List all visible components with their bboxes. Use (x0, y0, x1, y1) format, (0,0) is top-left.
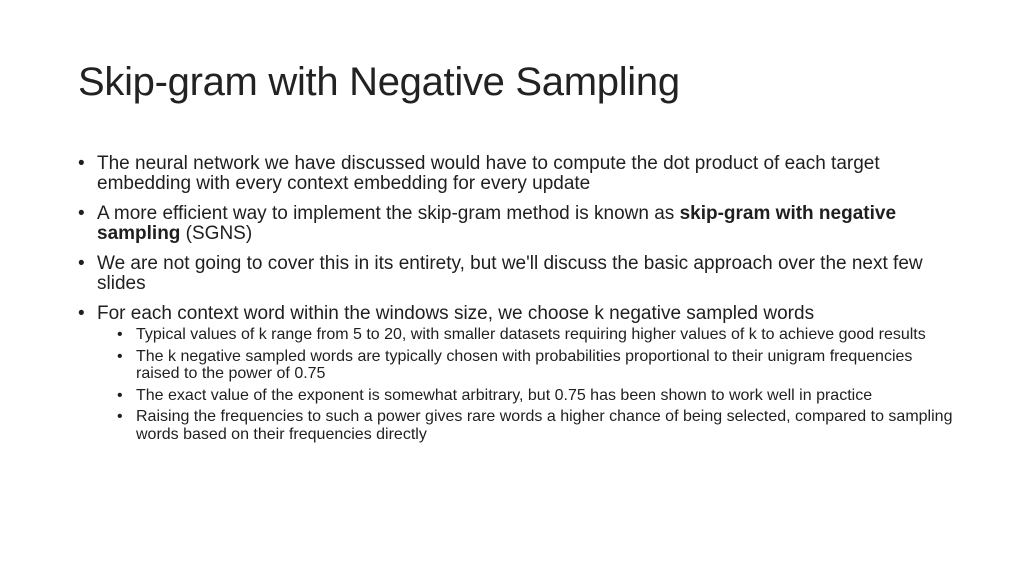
bullet-marker: • (117, 347, 123, 365)
sub-bullet-list (97, 326, 958, 443)
bullet-list (78, 154, 958, 443)
sub-bullet-text: Raising the frequencies to such a power gives rare words a higher chance of being selected, compared to sampling words based on their frequencies directly (136, 408, 953, 443)
bullet-item (78, 304, 958, 443)
bullet-marker: • (78, 303, 85, 324)
bullet-marker: • (78, 253, 85, 274)
bullet-text (97, 203, 896, 244)
sub-bullet-item (117, 326, 958, 344)
sub-bullet-text: Typical values of k range from 5 to 20, with smaller datasets requiring higher values of k to achieve good results (136, 326, 926, 343)
slide-body (78, 154, 958, 453)
bullet-text: We are not going to cover this in its entirety, but we'll discuss the basic approach over the next few slides (97, 253, 923, 294)
sub-bullet-item (117, 348, 958, 383)
slide-title: Skip-gram with Negative Sampling (78, 60, 680, 104)
bullet-item (78, 204, 958, 244)
bullet-item (78, 254, 958, 294)
bullet-bold-term: skip-gram with negative sampling (97, 203, 897, 244)
sub-bullet-item (117, 408, 958, 443)
bullet-text-part: A more efficient way to implement the skip-gram method is known as (97, 203, 680, 224)
sub-bullet-text: The k negative sampled words are typically chosen with probabilities proportional to their unigram frequencies raised to the power of 0.75 (136, 347, 913, 382)
bullet-marker: • (78, 153, 85, 174)
bullet-text-part: (SGNS) (180, 223, 253, 244)
bullet-marker: • (117, 386, 123, 404)
bullet-item (78, 154, 958, 194)
bullet-text: The neural network we have discussed would have to compute the dot product of each target embedding with every context embedding for every update (97, 153, 880, 194)
bullet-marker: • (78, 203, 85, 224)
bullet-text: For each context word within the windows size, we choose k negative sampled words (97, 303, 815, 324)
bullet-marker: • (117, 408, 123, 425)
sub-bullet-item (117, 387, 958, 405)
bullet-marker: • (117, 326, 123, 343)
sub-bullet-text: The exact value of the exponent is somewhat arbitrary, but 0.75 has been shown to work well in practice (136, 386, 873, 404)
